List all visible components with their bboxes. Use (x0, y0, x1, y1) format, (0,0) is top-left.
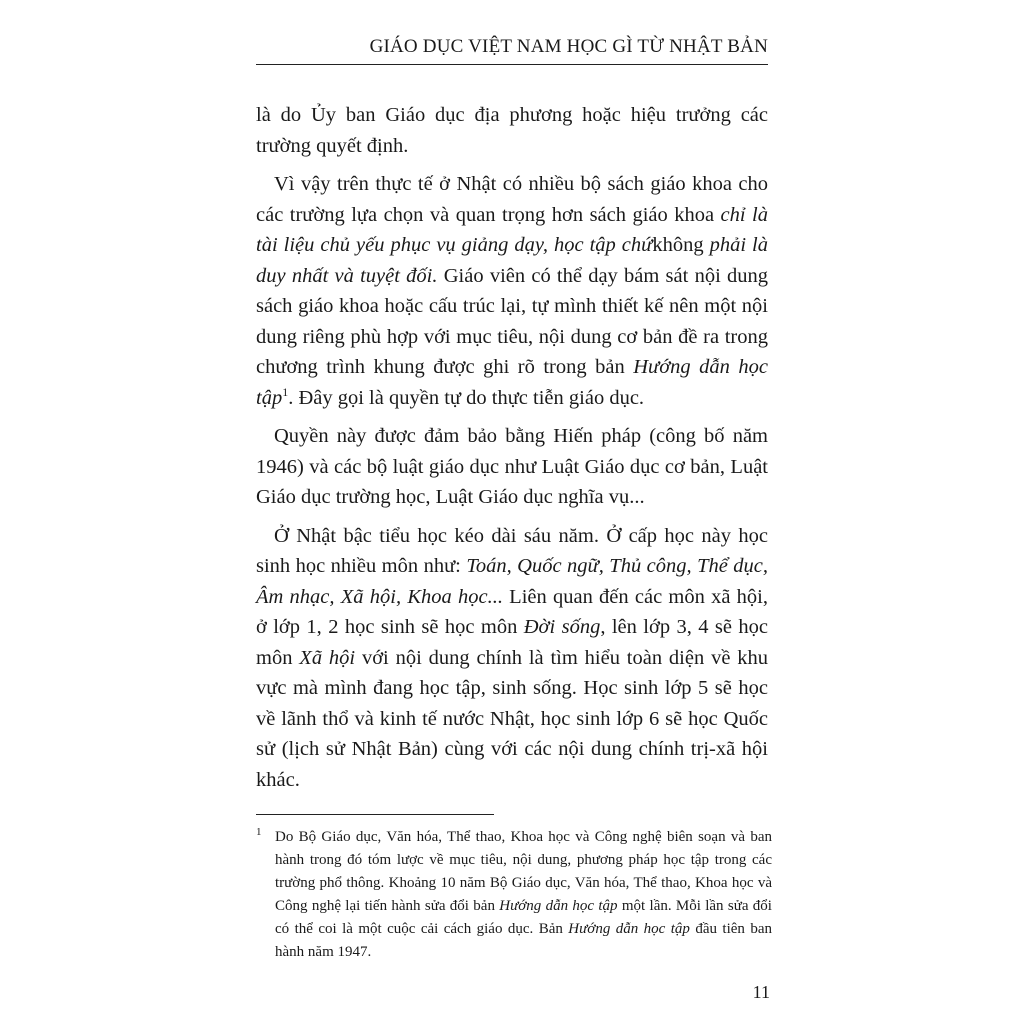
paragraph-4-text-4: với nội dung chính là tìm hiểu toàn diện về khu vực mà mình đang học tập, sinh sống. Học sinh lớp 5 sẽ học về lãnh thổ và kinh tế nước Nhật, học sinh lớp 6 sẽ học Quốc sử (lịch sử Nhật Bản) cùng với các nội dung chính trị-xã hội khác. (256, 646, 769, 791)
footnote-rule (256, 814, 494, 815)
paragraph-2-italic-2: phải là duy nhất và tuyệt đối. (256, 234, 768, 287)
paragraph-2-text-1: Vì vậy trên thực tế ở Nhật có nhiều bộ sách giáo khoa cho các trường lựa chọn và quan trọng hơn sách giáo khoa (256, 173, 768, 226)
body-text (256, 100, 768, 803)
paragraph-4-italic-1: Toán, Quốc ngữ, Thủ công, Thể dục, Âm nhạc, Xã hội, Khoa học... (256, 555, 768, 608)
footnote-italic-2: Hướng dẫn học tập (568, 921, 690, 937)
running-header: GIÁO DỤC VIỆT NAM HỌC GÌ TỪ NHẬT BẢN (369, 36, 768, 57)
footnote-mark: 1 (256, 826, 262, 838)
footnote (256, 826, 772, 964)
page-number: 11 (752, 982, 770, 1002)
footnote-italic-1: Hướng dẫn học tập (499, 898, 618, 914)
paragraph-2-text-4: . Đây gọi là quyền tự do thực tiễn giáo dục. (288, 386, 645, 409)
footnote-text (275, 826, 772, 964)
paragraph-4-italic-2: Đời sống (523, 616, 601, 638)
paragraph-4-text-1: Ở Nhật bậc tiểu học kéo dài sáu năm. Ở cấp học này học sinh học nhiều môn như: (256, 524, 768, 577)
paragraph-3 (256, 421, 768, 513)
footnote-reference[interactable]: 1 (282, 384, 289, 399)
paragraph-3-text: Quyền này được đảm bảo bằng Hiến pháp (công bố năm 1946) và các bộ luật giáo dục như Luật Giáo dục cơ bản, Luật Giáo dục trường học, Luật Giáo dục nghĩa vụ... (256, 425, 768, 508)
header-rule (256, 64, 768, 65)
paragraph-2-italic-3: Hướng dẫn học tập (256, 356, 768, 409)
paragraph-2-text-3: Giáo viên có thể dạy bám sát nội dung sách giáo khoa hoặc cấu trúc lại, tự mình thiết kế nên một nội dung riêng phù hợp với mục tiêu, nội dung cơ bản đề ra trong chương trình khung được ghi rõ trong bản (256, 264, 768, 378)
paragraph-2-italic-1: chỉ là tài liệu chủ yếu phục vụ giảng dạy, học tập chứ (256, 203, 769, 256)
paragraph-4-text-3: , lên lớp 3, 4 sẽ học môn (256, 616, 768, 669)
paragraph-1 (256, 100, 768, 161)
footnote-text-1: Do Bộ Giáo dục, Văn hóa, Thể thao, Khoa học và Công nghệ biên soạn và ban hành trong đó tóm lược về mục tiêu, nội dung, phương pháp học tập trong các trường phổ thông. Khoảng 10 năm Bộ Giáo dục, Văn hóa, Thể thao, Khoa học và Công nghệ lại tiến hành sửa đổi bản (275, 829, 772, 914)
paragraph-1-text: là do Ủy ban Giáo dục địa phương hoặc hiệu trưởng các trường quyết định. (256, 104, 768, 157)
paragraph-2 (256, 169, 768, 413)
footnote-text-3: đầu tiên ban hành năm 1947. (275, 921, 772, 960)
paragraph-4-text-2: Liên quan đến các môn xã hội, ở lớp 1, 2 học sinh sẽ học môn (256, 585, 768, 638)
paragraph-2-text-2: không (652, 234, 710, 256)
paragraph-4-italic-3: Xã hội (299, 646, 356, 669)
paragraph-4 (256, 521, 768, 796)
footnote-text-2: một lần. Mỗi lần sửa đổi có thể coi là một cuộc cải cách giáo dục. Bản (275, 898, 772, 937)
